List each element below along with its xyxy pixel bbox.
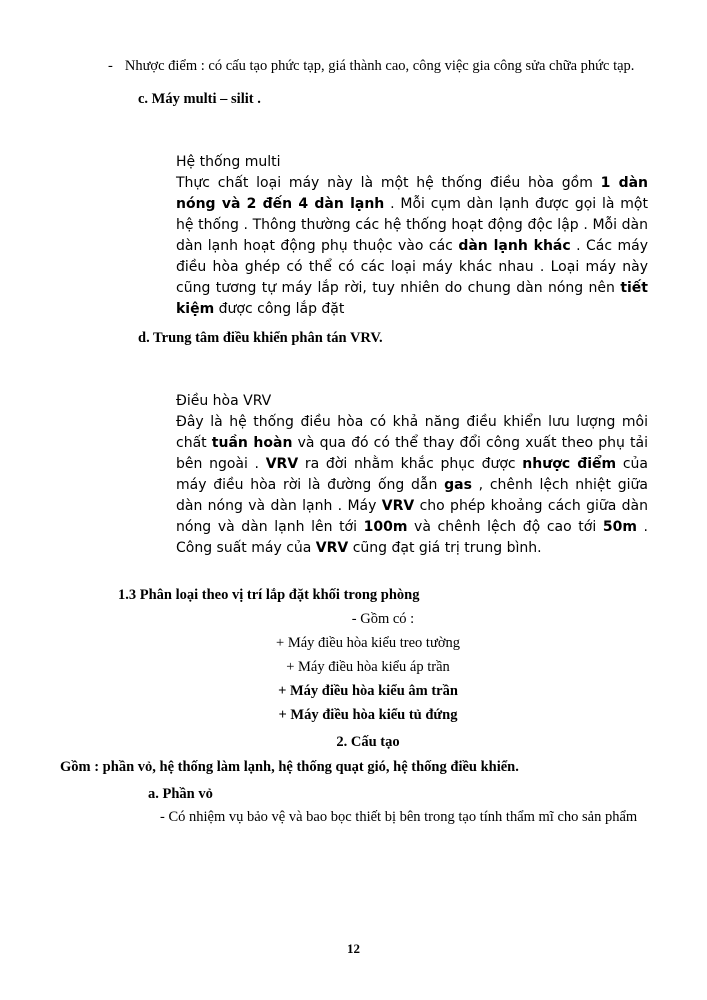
shell-description: - Có nhiệm vụ bảo vệ và bao bọc thiết bị bên trong tạo tính thẩm mĩ cho sản phẩm xyxy=(160,809,638,826)
vrv-bold-8: VRV xyxy=(315,540,349,557)
vrv-bold-4: gas xyxy=(444,477,472,494)
multi-bold-1: 1 dàn nóng và 2 đến 4 dàn lạnh xyxy=(176,175,649,213)
vrv-text-8: . Công suất máy của xyxy=(176,519,648,557)
vrv-text-2: và qua đó có thể thay đổi công xuất theo phụ tải bên ngoài . xyxy=(176,435,648,473)
vrv-bold-2: VRV xyxy=(265,456,299,473)
vrv-label: Điều hòa VRV xyxy=(176,393,272,410)
disadvantage-item xyxy=(108,56,648,77)
vrv-text-5: , chênh lệch nhiệt giữa dàn nóng và dàn lạnh . Máy xyxy=(176,477,649,515)
multi-system-label: Hệ thống multi xyxy=(176,154,281,171)
multi-text-4: được công lắp đặt xyxy=(214,301,345,318)
page-content xyxy=(60,56,649,828)
vrv-text-6: cho phép khoảng cách giữa dàn nóng và dàn lạnh lên tới xyxy=(176,498,649,536)
vrv-bold-6: 100m xyxy=(363,519,408,536)
heading-a: a. Phần vỏ xyxy=(148,786,213,803)
heading-1-3: 1.3 Phân loại theo vị trí lắp đặt khối trong phòng xyxy=(118,587,420,604)
list-item: + Máy điều hòa kiểu âm trần xyxy=(278,683,458,700)
disadvantage-text: Nhược điểm : có cấu tạo phức tạp, giá thành cao, công việc gia công sửa chữa phức tạp. xyxy=(124,58,635,74)
vrv-bold-5: VRV xyxy=(381,498,415,515)
vrv-paragraph xyxy=(176,412,648,559)
vrv-text-9: cũng đạt giá trị trung bình. xyxy=(348,540,542,557)
multi-text-2: . Mỗi cụm dàn lạnh được gọi là một hệ thống . Thông thường các hệ thống hoạt động độc lập . Mỗi dàn dàn lạnh hoạt động phụ thuộc vào các xyxy=(176,196,648,255)
list-item: + Máy điều hòa kiểu tủ đứng xyxy=(278,707,458,724)
vrv-text-7: và chênh lệch độ cao tới xyxy=(407,519,603,536)
multi-system-paragraph xyxy=(176,173,648,320)
vrv-bold-1: tuần hoàn xyxy=(211,435,293,452)
vrv-bold-7: 50m xyxy=(602,519,637,536)
multi-bold-3: tiết kiệm xyxy=(176,280,648,318)
multi-text-3: . Các máy điều hòa ghép có thể có các loại máy khác nhau . Loại máy này cũng tương tự máy lắp rời, tuy nhiên do chung dàn nóng nên xyxy=(176,238,649,297)
vrv-text-1: Đây là hệ thống điều hòa có khả năng điều khiển lưu lượng môi chất xyxy=(176,414,648,452)
gom-co-line: - Gồm có : xyxy=(351,611,415,628)
heading-d: d. Trung tâm điều khiển phân tán VRV. xyxy=(138,330,383,347)
dash-marker: - xyxy=(108,58,113,74)
multi-bold-2: dàn lạnh khác xyxy=(458,238,571,255)
list-item: + Máy điều hòa kiểu áp trần xyxy=(286,659,450,676)
components-line: Gồm : phần vỏ, hệ thống làm lạnh, hệ thống quạt gió, hệ thống điều khiển. xyxy=(60,759,519,776)
vrv-text-3: ra đời nhằm khắc phục được xyxy=(298,456,523,473)
heading-2: 2. Cấu tạo xyxy=(336,734,400,751)
page-number: 12 xyxy=(347,941,360,956)
vrv-bold-3: nhược điểm xyxy=(522,456,617,473)
vrv-text-4: của máy điều hòa rời là đường ống dẫn xyxy=(176,456,648,494)
list-item: + Máy điều hòa kiểu treo tường xyxy=(276,635,460,652)
multi-text-1: Thực chất loại máy này là một hệ thống điều hòa gồm xyxy=(176,175,601,192)
heading-c: c. Máy multi – silit . xyxy=(138,91,261,108)
